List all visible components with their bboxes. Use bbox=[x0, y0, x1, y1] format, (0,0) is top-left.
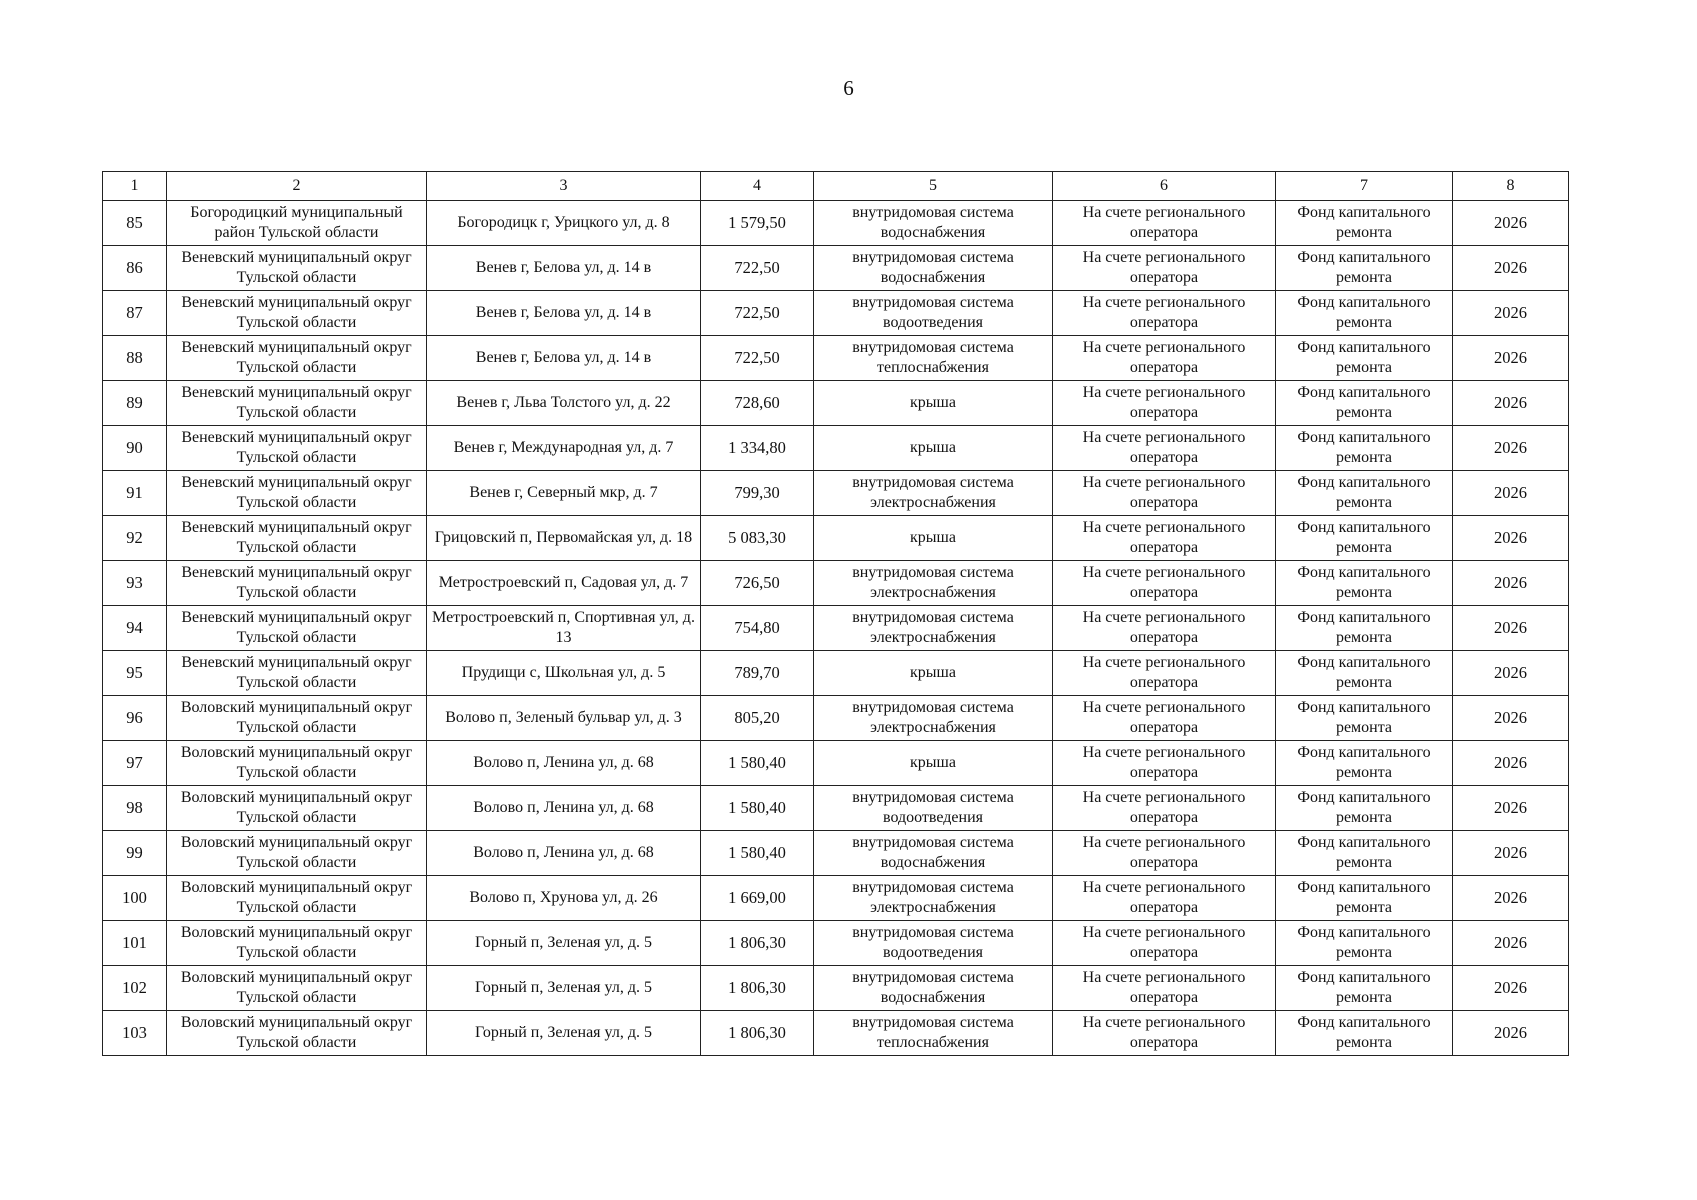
table-row bbox=[103, 246, 1569, 291]
funding-source-cell: Фонд капитального ремонта bbox=[1276, 246, 1453, 291]
work-type-cell: крыша bbox=[814, 651, 1053, 696]
funding-source-cell: Фонд капитального ремонта bbox=[1276, 786, 1453, 831]
page-number: 6 bbox=[843, 76, 854, 100]
year-cell: 2026 bbox=[1453, 606, 1569, 651]
address-cell: Волово п, Зеленый бульвар ул, д. 3 bbox=[427, 696, 701, 741]
area-cell: 754,80 bbox=[701, 606, 814, 651]
address-cell: Горный п, Зеленая ул, д. 5 bbox=[427, 1011, 701, 1056]
fund-location-cell: На счете регионального оператора bbox=[1053, 966, 1276, 1011]
funding-source-cell: Фонд капитального ремонта bbox=[1276, 966, 1453, 1011]
municipality-cell: Веневский муниципальный округ Тульской области bbox=[167, 291, 427, 336]
work-type-cell: внутридомовая система водоотведения bbox=[814, 786, 1053, 831]
table-row bbox=[103, 516, 1569, 561]
municipality-cell: Веневский муниципальный округ Тульской области bbox=[167, 651, 427, 696]
address-cell: Венев г, Льва Толстого ул, д. 22 bbox=[427, 381, 701, 426]
row-number-cell: 101 bbox=[103, 921, 167, 966]
work-type-cell: внутридомовая система теплоснабжения bbox=[814, 336, 1053, 381]
row-number-cell: 94 bbox=[103, 606, 167, 651]
year-cell: 2026 bbox=[1453, 291, 1569, 336]
address-cell: Волово п, Хрунова ул, д. 26 bbox=[427, 876, 701, 921]
municipality-cell: Веневский муниципальный округ Тульской области bbox=[167, 606, 427, 651]
work-type-cell: внутридомовая система водоснабжения bbox=[814, 831, 1053, 876]
year-cell: 2026 bbox=[1453, 201, 1569, 246]
address-cell: Горный п, Зеленая ул, д. 5 bbox=[427, 966, 701, 1011]
work-type-cell: внутридомовая система водоснабжения bbox=[814, 201, 1053, 246]
fund-location-cell: На счете регионального оператора bbox=[1053, 1011, 1276, 1056]
table-row bbox=[103, 921, 1569, 966]
work-type-cell: внутридомовая система электроснабжения bbox=[814, 561, 1053, 606]
address-cell: Волово п, Ленина ул, д. 68 bbox=[427, 786, 701, 831]
table-body bbox=[103, 201, 1569, 1056]
column-header-7: 7 bbox=[1276, 172, 1453, 201]
fund-location-cell: На счете регионального оператора bbox=[1053, 921, 1276, 966]
municipality-cell: Веневский муниципальный округ Тульской области bbox=[167, 471, 427, 516]
municipality-cell: Веневский муниципальный округ Тульской области bbox=[167, 516, 427, 561]
fund-location-cell: На счете регионального оператора bbox=[1053, 426, 1276, 471]
table-row bbox=[103, 651, 1569, 696]
row-number-cell: 86 bbox=[103, 246, 167, 291]
area-cell: 1 669,00 bbox=[701, 876, 814, 921]
funding-source-cell: Фонд капитального ремонта bbox=[1276, 921, 1453, 966]
address-cell: Богородицк г, Урицкого ул, д. 8 bbox=[427, 201, 701, 246]
fund-location-cell: На счете регионального оператора bbox=[1053, 201, 1276, 246]
area-cell: 5 083,30 bbox=[701, 516, 814, 561]
address-cell: Горный п, Зеленая ул, д. 5 bbox=[427, 921, 701, 966]
table-row bbox=[103, 966, 1569, 1011]
fund-location-cell: На счете регионального оператора bbox=[1053, 606, 1276, 651]
municipality-cell: Воловский муниципальный округ Тульской области bbox=[167, 741, 427, 786]
column-header-2: 2 bbox=[167, 172, 427, 201]
table-row bbox=[103, 831, 1569, 876]
funding-source-cell: Фонд капитального ремонта bbox=[1276, 291, 1453, 336]
address-cell: Венев г, Белова ул, д. 14 в bbox=[427, 246, 701, 291]
address-cell: Волово п, Ленина ул, д. 68 bbox=[427, 831, 701, 876]
work-type-cell: внутридомовая система электроснабжения bbox=[814, 696, 1053, 741]
table-row bbox=[103, 201, 1569, 246]
year-cell: 2026 bbox=[1453, 381, 1569, 426]
work-type-cell: внутридомовая система водоснабжения bbox=[814, 966, 1053, 1011]
area-cell: 1 806,30 bbox=[701, 921, 814, 966]
area-cell: 726,50 bbox=[701, 561, 814, 606]
work-type-cell: внутридомовая система водоснабжения bbox=[814, 246, 1053, 291]
fund-location-cell: На счете регионального оператора bbox=[1053, 336, 1276, 381]
year-cell: 2026 bbox=[1453, 876, 1569, 921]
column-header-3: 3 bbox=[427, 172, 701, 201]
work-type-cell: внутридомовая система электроснабжения bbox=[814, 606, 1053, 651]
funding-source-cell: Фонд капитального ремонта bbox=[1276, 696, 1453, 741]
address-cell: Грицовский п, Первомайская ул, д. 18 bbox=[427, 516, 701, 561]
area-cell: 722,50 bbox=[701, 246, 814, 291]
year-cell: 2026 bbox=[1453, 336, 1569, 381]
year-cell: 2026 bbox=[1453, 1011, 1569, 1056]
row-number-cell: 92 bbox=[103, 516, 167, 561]
municipality-cell: Веневский муниципальный округ Тульской области bbox=[167, 336, 427, 381]
table-row bbox=[103, 606, 1569, 651]
municipality-cell: Веневский муниципальный округ Тульской области bbox=[167, 381, 427, 426]
address-cell: Венев г, Международная ул, д. 7 bbox=[427, 426, 701, 471]
municipality-cell: Воловский муниципальный округ Тульской области bbox=[167, 786, 427, 831]
year-cell: 2026 bbox=[1453, 831, 1569, 876]
fund-location-cell: На счете регионального оператора bbox=[1053, 741, 1276, 786]
year-cell: 2026 bbox=[1453, 696, 1569, 741]
fund-location-cell: На счете регионального оператора bbox=[1053, 471, 1276, 516]
area-cell: 1 806,30 bbox=[701, 1011, 814, 1056]
table-row bbox=[103, 1011, 1569, 1056]
area-cell: 799,30 bbox=[701, 471, 814, 516]
year-cell: 2026 bbox=[1453, 561, 1569, 606]
municipality-cell: Веневский муниципальный округ Тульской области bbox=[167, 246, 427, 291]
funding-source-cell: Фонд капитального ремонта bbox=[1276, 1011, 1453, 1056]
year-cell: 2026 bbox=[1453, 426, 1569, 471]
area-cell: 1 580,40 bbox=[701, 741, 814, 786]
municipality-cell: Воловский муниципальный округ Тульской области bbox=[167, 876, 427, 921]
address-cell: Венев г, Северный мкр, д. 7 bbox=[427, 471, 701, 516]
year-cell: 2026 bbox=[1453, 966, 1569, 1011]
municipality-cell: Воловский муниципальный округ Тульской области bbox=[167, 966, 427, 1011]
fund-location-cell: На счете регионального оператора bbox=[1053, 291, 1276, 336]
table-row bbox=[103, 696, 1569, 741]
row-number-cell: 85 bbox=[103, 201, 167, 246]
municipality-cell: Воловский муниципальный округ Тульской области bbox=[167, 1011, 427, 1056]
fund-location-cell: На счете регионального оператора bbox=[1053, 246, 1276, 291]
fund-location-cell: На счете регионального оператора bbox=[1053, 831, 1276, 876]
table-row bbox=[103, 876, 1569, 921]
area-cell: 1 580,40 bbox=[701, 786, 814, 831]
funding-source-cell: Фонд капитального ремонта bbox=[1276, 831, 1453, 876]
municipality-cell: Воловский муниципальный округ Тульской области bbox=[167, 831, 427, 876]
column-header-1: 1 bbox=[103, 172, 167, 201]
table-row bbox=[103, 381, 1569, 426]
fund-location-cell: На счете регионального оператора bbox=[1053, 516, 1276, 561]
year-cell: 2026 bbox=[1453, 516, 1569, 561]
fund-location-cell: На счете регионального оператора bbox=[1053, 651, 1276, 696]
fund-location-cell: На счете регионального оператора bbox=[1053, 696, 1276, 741]
table-row bbox=[103, 786, 1569, 831]
row-number-cell: 97 bbox=[103, 741, 167, 786]
row-number-cell: 93 bbox=[103, 561, 167, 606]
column-header-8: 8 bbox=[1453, 172, 1569, 201]
funding-source-cell: Фонд капитального ремонта bbox=[1276, 426, 1453, 471]
year-cell: 2026 bbox=[1453, 741, 1569, 786]
municipality-cell: Богородицкий муниципальный район Тульской области bbox=[167, 201, 427, 246]
area-cell: 805,20 bbox=[701, 696, 814, 741]
table-row bbox=[103, 336, 1569, 381]
row-number-cell: 90 bbox=[103, 426, 167, 471]
address-cell: Метростроевский п, Спортивная ул, д. 13 bbox=[427, 606, 701, 651]
funding-source-cell: Фонд капитального ремонта bbox=[1276, 651, 1453, 696]
column-header-4: 4 bbox=[701, 172, 814, 201]
fund-location-cell: На счете регионального оператора bbox=[1053, 381, 1276, 426]
address-cell: Венев г, Белова ул, д. 14 в bbox=[427, 291, 701, 336]
area-cell: 722,50 bbox=[701, 336, 814, 381]
work-type-cell: внутридомовая система водоотведения bbox=[814, 921, 1053, 966]
funding-source-cell: Фонд капитального ремонта bbox=[1276, 516, 1453, 561]
work-type-cell: внутридомовая система электроснабжения bbox=[814, 471, 1053, 516]
row-number-cell: 91 bbox=[103, 471, 167, 516]
address-cell: Венев г, Белова ул, д. 14 в bbox=[427, 336, 701, 381]
work-type-cell: крыша bbox=[814, 741, 1053, 786]
funding-source-cell: Фонд капитального ремонта bbox=[1276, 561, 1453, 606]
address-cell: Прудищи с, Школьная ул, д. 5 bbox=[427, 651, 701, 696]
municipality-cell: Воловский муниципальный округ Тульской области bbox=[167, 921, 427, 966]
row-number-cell: 95 bbox=[103, 651, 167, 696]
column-header-6: 6 bbox=[1053, 172, 1276, 201]
work-type-cell: внутридомовая система водоотведения bbox=[814, 291, 1053, 336]
area-cell: 1 579,50 bbox=[701, 201, 814, 246]
table-row bbox=[103, 471, 1569, 516]
funding-source-cell: Фонд капитального ремонта bbox=[1276, 741, 1453, 786]
funding-source-cell: Фонд капитального ремонта bbox=[1276, 201, 1453, 246]
work-type-cell: крыша bbox=[814, 516, 1053, 561]
table-row bbox=[103, 561, 1569, 606]
table-header-row bbox=[103, 172, 1569, 201]
fund-location-cell: На счете регионального оператора bbox=[1053, 786, 1276, 831]
municipality-cell: Веневский муниципальный округ Тульской области bbox=[167, 561, 427, 606]
year-cell: 2026 bbox=[1453, 786, 1569, 831]
area-cell: 1 806,30 bbox=[701, 966, 814, 1011]
area-cell: 728,60 bbox=[701, 381, 814, 426]
table-row bbox=[103, 426, 1569, 471]
funding-source-cell: Фонд капитального ремонта bbox=[1276, 336, 1453, 381]
row-number-cell: 88 bbox=[103, 336, 167, 381]
funding-source-cell: Фонд капитального ремонта bbox=[1276, 381, 1453, 426]
address-cell: Волово п, Ленина ул, д. 68 bbox=[427, 741, 701, 786]
row-number-cell: 87 bbox=[103, 291, 167, 336]
address-cell: Метростроевский п, Садовая ул, д. 7 bbox=[427, 561, 701, 606]
row-number-cell: 98 bbox=[103, 786, 167, 831]
fund-location-cell: На счете регионального оператора bbox=[1053, 876, 1276, 921]
row-number-cell: 99 bbox=[103, 831, 167, 876]
funding-source-cell: Фонд капитального ремонта bbox=[1276, 471, 1453, 516]
municipality-cell: Воловский муниципальный округ Тульской области bbox=[167, 696, 427, 741]
work-type-cell: внутридомовая система теплоснабжения bbox=[814, 1011, 1053, 1056]
year-cell: 2026 bbox=[1453, 651, 1569, 696]
row-number-cell: 100 bbox=[103, 876, 167, 921]
area-cell: 1 580,40 bbox=[701, 831, 814, 876]
row-number-cell: 103 bbox=[103, 1011, 167, 1056]
funding-source-cell: Фонд капитального ремонта bbox=[1276, 876, 1453, 921]
area-cell: 1 334,80 bbox=[701, 426, 814, 471]
funding-source-cell: Фонд капитального ремонта bbox=[1276, 606, 1453, 651]
area-cell: 722,50 bbox=[701, 291, 814, 336]
fund-location-cell: На счете регионального оператора bbox=[1053, 561, 1276, 606]
work-type-cell: крыша bbox=[814, 381, 1053, 426]
row-number-cell: 89 bbox=[103, 381, 167, 426]
work-type-cell: внутридомовая система электроснабжения bbox=[814, 876, 1053, 921]
capital-repair-table bbox=[102, 171, 1569, 1056]
year-cell: 2026 bbox=[1453, 921, 1569, 966]
area-cell: 789,70 bbox=[701, 651, 814, 696]
year-cell: 2026 bbox=[1453, 471, 1569, 516]
row-number-cell: 102 bbox=[103, 966, 167, 1011]
municipality-cell: Веневский муниципальный округ Тульской области bbox=[167, 426, 427, 471]
table-row bbox=[103, 291, 1569, 336]
year-cell: 2026 bbox=[1453, 246, 1569, 291]
work-type-cell: крыша bbox=[814, 426, 1053, 471]
row-number-cell: 96 bbox=[103, 696, 167, 741]
column-header-5: 5 bbox=[814, 172, 1053, 201]
table-row bbox=[103, 741, 1569, 786]
